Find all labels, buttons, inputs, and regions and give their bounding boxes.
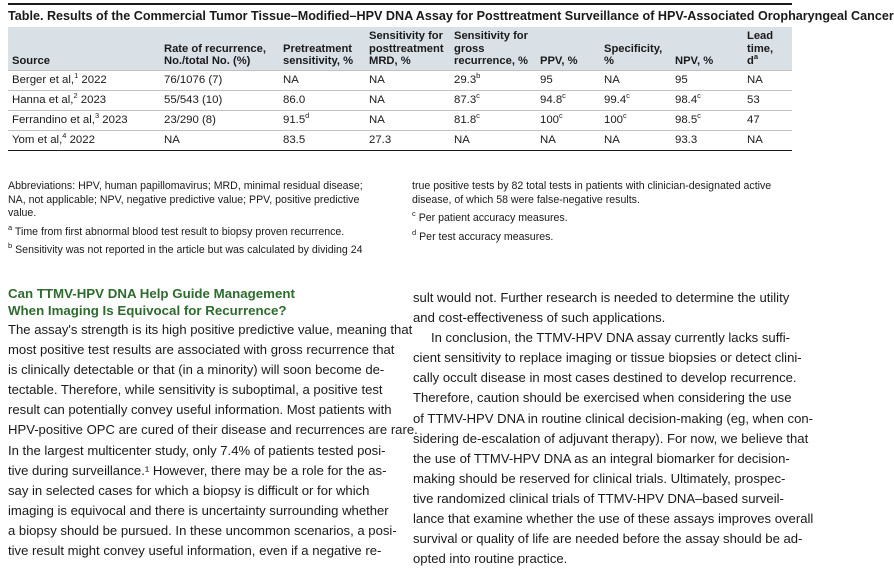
- footnote-mark: c: [623, 110, 627, 120]
- column-header-line: Sensitivity for: [454, 30, 528, 42]
- text-line: The assay's strength is its high positive predictive value, meaning that: [8, 322, 413, 337]
- cell-value: 95: [540, 73, 553, 86]
- column-header-line: MRD, %: [369, 55, 411, 67]
- cell-value: NA: [454, 133, 470, 146]
- footnote-mark: c: [562, 90, 566, 100]
- footnote-c: [412, 209, 792, 226]
- text-line: cally occult disease in most cases destined to develop recurrence.: [413, 370, 797, 386]
- table-cell: [743, 110, 792, 130]
- table-cell: [671, 130, 743, 150]
- table-cell: [160, 130, 279, 150]
- results-table-wrapper: [8, 27, 792, 151]
- table-cell: [365, 110, 450, 130]
- column-header-line: NPV, %: [675, 55, 714, 67]
- table-cell: [743, 130, 792, 150]
- table-row: [8, 110, 792, 130]
- table-cell: [279, 90, 365, 110]
- column-header-line: Pretreatment: [283, 42, 353, 55]
- text-line: say in selected cases for which a biopsy is difficult or for which: [8, 482, 370, 498]
- column-header-line: PPV, %: [540, 55, 578, 67]
- column-header: [279, 27, 365, 70]
- column-header-line: Specificity, %: [604, 42, 663, 67]
- column-header: [671, 27, 743, 70]
- column-header-line: posttreatment: [369, 42, 444, 55]
- reference-mark: 1: [74, 70, 79, 80]
- cell-value: 23/290 (8): [164, 113, 216, 126]
- cell-value: NA: [747, 133, 763, 146]
- text-line: the use of TTMV-HPV DNA as an integral biomarker for decision-: [413, 450, 790, 466]
- footnote-mark: c: [559, 110, 563, 120]
- cell-value: 95: [675, 73, 688, 86]
- table-cell: [536, 70, 600, 90]
- abbreviations-note: Abbreviations: HPV, human papillomavirus; MRD, minimal residual disease; NA, not applicable; NPV, negative predictive value; PPV, positive predictive value.: [8, 180, 363, 219]
- footnote-a-mark: a: [8, 222, 13, 232]
- source-year: 2023: [99, 113, 128, 126]
- body-column-right: [413, 288, 814, 569]
- cell-value: NA: [369, 93, 385, 106]
- table-cell: [160, 70, 279, 90]
- body-column-left: [8, 320, 418, 561]
- cell-value: NA: [369, 113, 385, 126]
- table-cell: [536, 90, 600, 110]
- cell-value: 47: [747, 113, 760, 126]
- column-header-line: sensitivity, %: [283, 55, 354, 67]
- text-line: result can potentially convey useful information. Most patients with: [8, 402, 392, 418]
- cell-value: 83.5: [283, 133, 306, 146]
- footnote-mark: d: [305, 110, 310, 120]
- column-header-line: gross: [454, 42, 485, 55]
- section-heading-line: When Imaging Is Equivocal for Recurrence?: [8, 303, 287, 318]
- text-line: a biopsy should be pursued. In these uncommon scenarios, a posi-: [8, 522, 397, 538]
- text-line: cient sensitivity to replace imaging or tissue biopsies or detect clini-: [413, 350, 802, 366]
- cell-value: 100: [540, 113, 560, 126]
- table-cell: [279, 70, 365, 90]
- table-title: Table. Results of the Commercial Tumor Tissue–Modified–HPV DNA Assay for Posttreatment Surveillance of HPV-Associated Oropharyngeal Cancer: [8, 3, 792, 29]
- footnote-b-mark: b: [8, 241, 13, 250]
- cell-value: 98.4: [675, 93, 698, 106]
- table-cell: [365, 130, 450, 150]
- column-header: [365, 27, 450, 70]
- text-line: making should be reserved for clinical trials. Ultimately, prospec-: [413, 470, 786, 486]
- text-line: is clinically detectable or that (in a minority) will soon become de-: [8, 362, 385, 378]
- column-header-line: No./total No. (%): [164, 55, 251, 67]
- text-line: sidering de-escalation of adjuvant therapy). For now, we believe that: [413, 430, 809, 446]
- footnote-mark: c: [476, 110, 480, 120]
- column-header: [160, 27, 279, 70]
- table-cell: [365, 90, 450, 110]
- cell-value: 98.5: [675, 113, 698, 126]
- reference-mark: 2: [73, 90, 78, 100]
- footnote-mark: c: [697, 90, 701, 100]
- column-header: [450, 27, 536, 70]
- column-header-line: d: [747, 55, 754, 67]
- table-notes-left: [8, 180, 382, 263]
- cell-value: NA: [604, 73, 620, 86]
- table-cell: [743, 70, 792, 90]
- column-header: [536, 27, 600, 70]
- table-row: [8, 130, 792, 150]
- table-cell: [671, 110, 743, 130]
- text-line: Therefore, caution should be exercised when considering the use: [413, 390, 792, 406]
- text-line: tive during surveillance.¹ However, there may be a role for the as-: [8, 462, 387, 478]
- cell-value: 76/1076 (7): [164, 73, 223, 86]
- source-year: 2022: [78, 73, 107, 86]
- cell-value: 87.3: [454, 93, 477, 106]
- cell-value: 27.3: [369, 133, 392, 146]
- table-cell: [279, 110, 365, 130]
- table-cell: [671, 70, 743, 90]
- column-header-line: recurrence, %: [454, 55, 529, 67]
- cell-value: 94.8: [540, 93, 563, 106]
- table-row: [8, 70, 792, 90]
- footnote-c-mark: c: [412, 209, 416, 218]
- footnote-d-text: Per test accuracy measures.: [416, 230, 554, 243]
- section-heading: [8, 285, 388, 319]
- footnote-c-text: Per patient accuracy measures.: [415, 212, 568, 224]
- cell-value: 100: [604, 113, 624, 126]
- table-cell: [279, 130, 365, 150]
- table-cell: [450, 130, 536, 150]
- source-name: Hanna et al,: [12, 93, 74, 106]
- cell-value: 55/543 (10): [164, 93, 223, 106]
- results-table: [8, 27, 792, 151]
- source-name: Berger et al,: [12, 73, 75, 86]
- table-notes-right: [412, 180, 792, 249]
- cell-value: 93.3: [675, 133, 698, 146]
- table-header-row: [8, 27, 792, 70]
- column-header-line: Rate of recurrence,: [164, 42, 266, 55]
- source-year: 2023: [77, 93, 107, 106]
- text-line: tive result might convey useful information, even if a negative re-: [8, 543, 382, 559]
- cell-value: NA: [540, 133, 556, 146]
- source-cell: [8, 130, 160, 150]
- text-line: HPV-positive OPC are cured of their disease and recurrences are rare.: [8, 422, 418, 438]
- footnote-a: [8, 222, 382, 240]
- text-line: survival or quality of life are needed before the assay should be ad-: [413, 531, 803, 547]
- cell-value: NA: [604, 133, 620, 146]
- text-line: most positive test results are associated with gross recurrence that: [8, 342, 395, 358]
- footnote-b: [8, 241, 382, 258]
- table-cell: [160, 90, 279, 110]
- text-line: In conclusion, the TTMV-HPV DNA assay currently lacks suffi-: [431, 330, 790, 346]
- column-header-line: Source: [12, 55, 50, 67]
- table-body: [8, 70, 792, 150]
- footnote-mark: c: [476, 90, 480, 100]
- source-cell: [8, 70, 160, 90]
- text-line: and cost-effectiveness of such applications.: [413, 310, 666, 326]
- table-row: [8, 90, 792, 110]
- table-cell: [450, 110, 536, 130]
- text-line: tive randomized clinical trials of TTMV-HPV DNA–based surveil-: [413, 490, 784, 506]
- cell-value: 29.3: [454, 73, 477, 86]
- footnote-d: [412, 227, 792, 245]
- table-cell: [365, 70, 450, 90]
- cell-value: 81.8: [454, 113, 477, 126]
- footnote-b-continued: true positive tests by 82 total tests in patients with clinician-designated active disease, of which 58 were false-negative results.: [412, 180, 772, 206]
- table-cell: [600, 110, 671, 130]
- reference-mark: 4: [62, 130, 67, 140]
- column-header-line: Lead time,: [747, 30, 774, 55]
- source-cell: [8, 90, 160, 110]
- cell-value: NA: [164, 133, 180, 146]
- section-heading-line: Can TTMV-HPV DNA Help Guide Management: [8, 286, 295, 301]
- column-header-line: Sensitivity for: [369, 30, 443, 42]
- table-cell: [536, 130, 600, 150]
- table-cell: [450, 90, 536, 110]
- source-year: 2022: [66, 133, 95, 146]
- footnote-a-text: Time from first abnormal blood test result to biopsy proven recurrence.: [12, 225, 345, 238]
- table-cell: [600, 90, 671, 110]
- column-header: [8, 27, 160, 70]
- table-cell: [671, 90, 743, 110]
- table-cell: [160, 110, 279, 130]
- cell-value: 91.5: [283, 113, 306, 126]
- table-cell: [600, 70, 671, 90]
- footnote-mark: c: [626, 90, 630, 100]
- footnote-mark: c: [697, 110, 701, 120]
- footnote-mark: a: [753, 52, 759, 61]
- cell-value: NA: [283, 73, 299, 86]
- cell-value: 99.4: [604, 93, 627, 106]
- cell-value: 86.0: [283, 93, 306, 106]
- table-cell: [536, 110, 600, 130]
- table-cell: [450, 70, 536, 90]
- table-cell: [600, 130, 671, 150]
- source-name: Ferrandino et al,: [12, 113, 95, 126]
- footnote-mark: b: [476, 70, 481, 80]
- text-line: tectable. Therefore, while sensitivity is suboptimal, a positive test: [8, 382, 383, 398]
- column-header: [743, 27, 792, 70]
- column-header: [600, 27, 671, 70]
- cell-value: 53: [747, 93, 760, 106]
- cell-value: NA: [369, 73, 385, 86]
- text-line: sult would not. Further research is needed to determine the utility: [413, 290, 790, 305]
- source-cell: [8, 110, 160, 130]
- reference-mark: 3: [94, 110, 100, 120]
- footnote-b-text: Sensitivity was not reported in the article but was calculated by dividing 24: [12, 244, 363, 256]
- text-line: lance that examine whether the use of these assays improves overall: [413, 511, 814, 527]
- text-line: imaging is equivocal and there is uncertainty surrounding whether: [8, 502, 389, 518]
- table-cell: [743, 90, 792, 110]
- footnote-d-mark: d: [412, 227, 417, 237]
- text-line: of TTMV-HPV DNA in routine clinical decision-making (eg, when con-: [413, 410, 814, 426]
- cell-value: NA: [747, 73, 763, 86]
- text-line: opted into routine practice.: [413, 551, 568, 567]
- source-name: Yom et al,: [12, 133, 63, 146]
- text-line: In the largest multicenter study, only 7.4% of patients tested posi-: [8, 442, 386, 458]
